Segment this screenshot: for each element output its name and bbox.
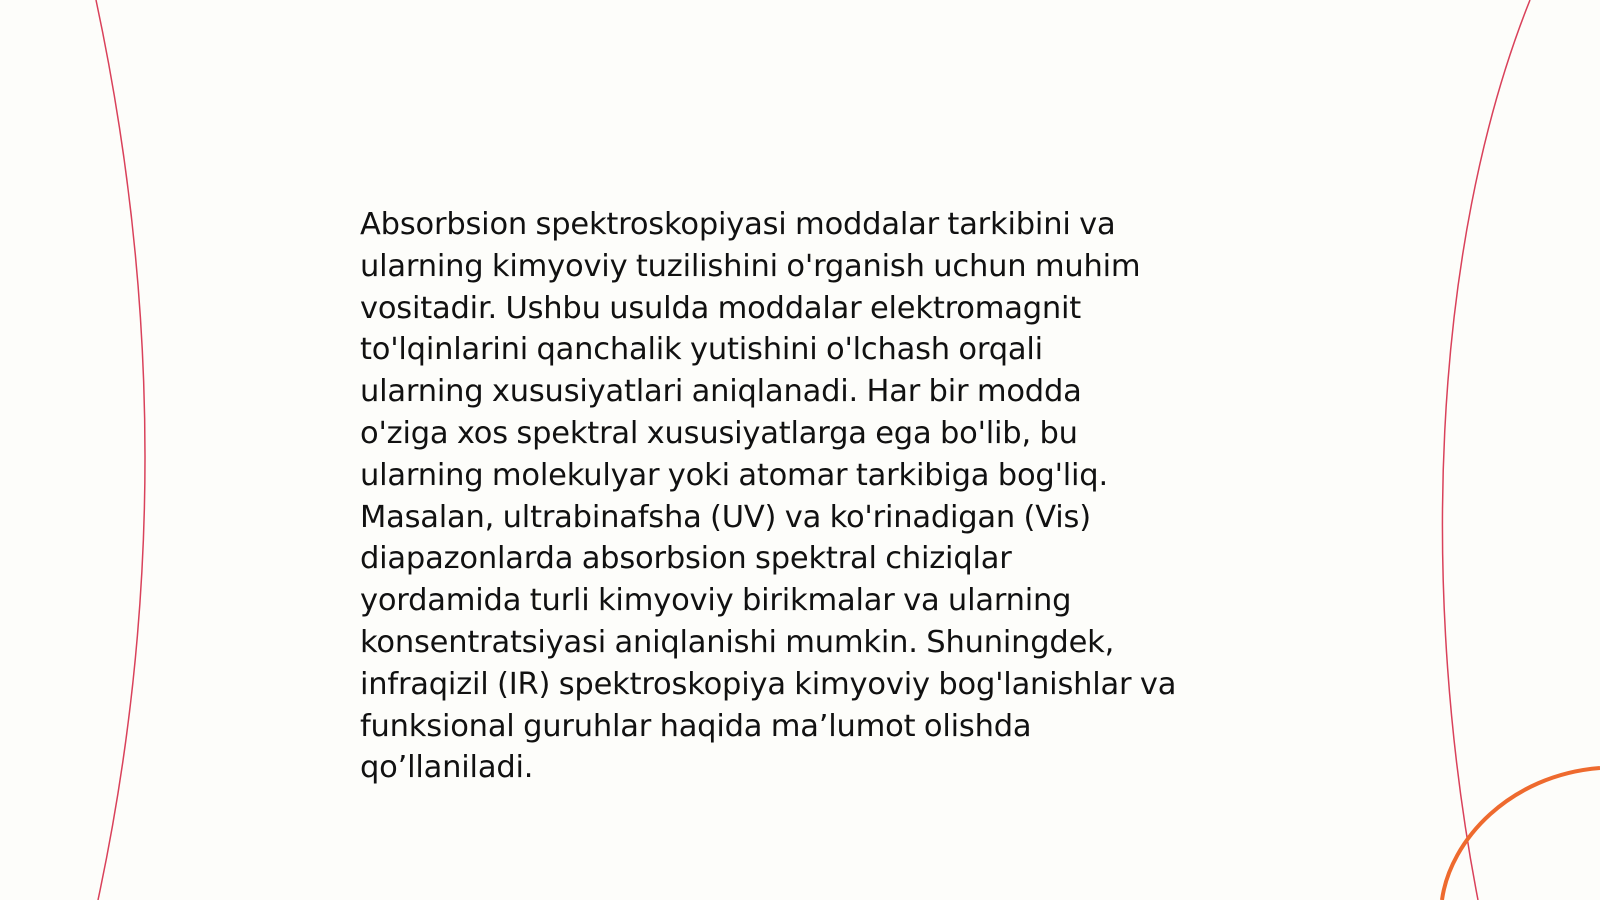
paragraph-line: funksional guruhlar haqida ma’lumot olishda <box>360 708 1032 744</box>
paragraph-line: diapazonlarda absorbsion spektral chiziqlar <box>360 541 1012 577</box>
paragraph-line: vositadir. Ushbu usulda moddalar elektromagnit <box>360 290 1082 326</box>
paragraph-line: ularning molekulyar yoki atomar tarkibiga bog'liq. <box>360 457 1108 493</box>
left-curve-line <box>96 0 145 900</box>
paragraph-line: Absorbsion spektroskopiyasi moddalar tarkibini va <box>360 207 1116 242</box>
body-paragraph <box>360 204 1260 789</box>
paragraph-line: qo’llaniladi. <box>360 750 534 786</box>
paragraph-line: ularning xususiyatlari aniqlanadi. Har bir modda <box>360 374 1082 410</box>
paragraph-line: to'lqinlarini qanchalik yutishini o'lchash orqali <box>360 332 1043 368</box>
paragraph-line: ularning kimyoviy tuzilishini o'rganish uchun muhim <box>360 248 1141 284</box>
paragraph-line: konsentratsiyasi aniqlanishi mumkin. Shuningdek, <box>360 624 1115 660</box>
paragraph-line: infraqizil (IR) spektroskopiya kimyoviy bog'lanishlar va <box>360 666 1177 702</box>
paragraph-line: yordamida turli kimyoviy birikmalar va ularning <box>360 583 1072 619</box>
right-curve-line <box>1442 0 1530 900</box>
paragraph-line: Masalan, ultrabinafsha (UV) va ko'rinadigan (Vis) <box>360 499 1091 535</box>
paragraph-line: o'ziga xos spektral xususiyatlarga ega bo'lib, bu <box>360 415 1078 451</box>
